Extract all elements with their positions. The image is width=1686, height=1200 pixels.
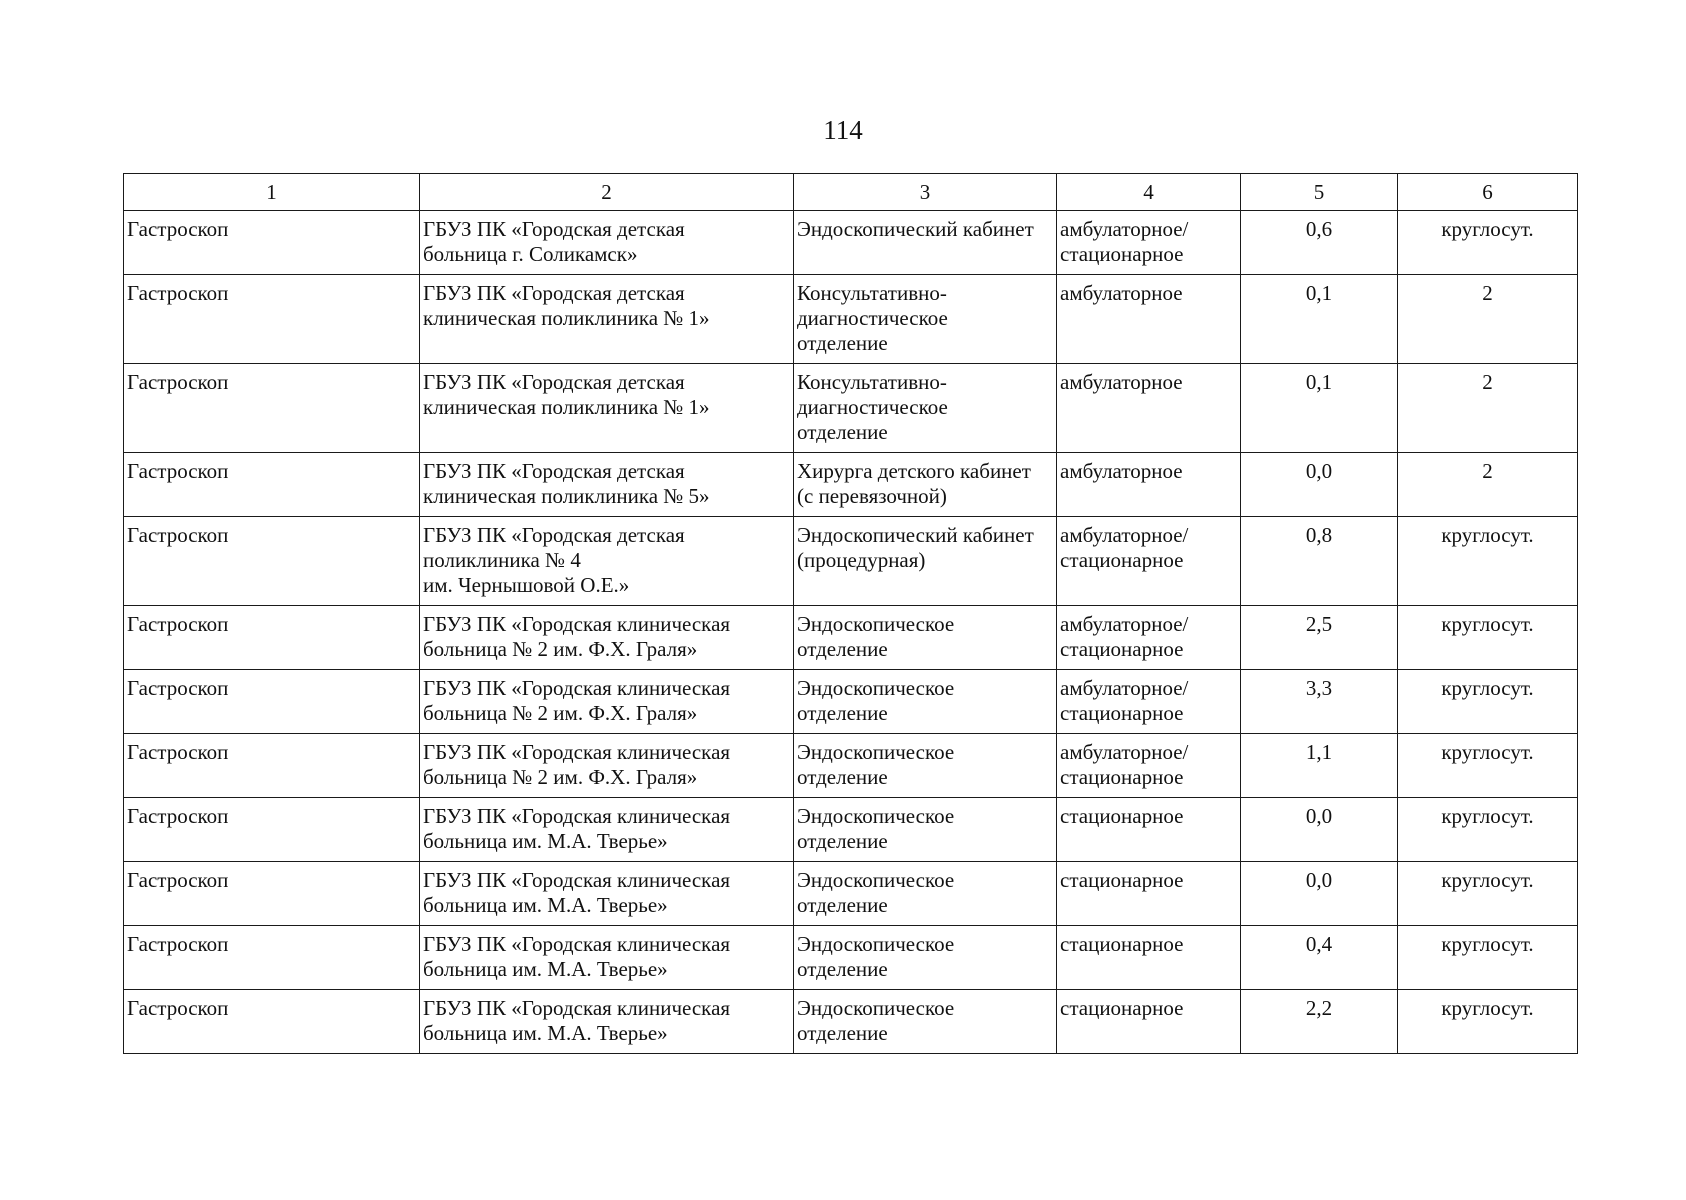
load-cell: 0,8 (1241, 517, 1398, 606)
equipment-cell: Гастроскоп (124, 606, 420, 670)
table-body (124, 211, 1578, 1054)
load-cell: 0,0 (1241, 798, 1398, 862)
schedule-cell: 2 (1398, 453, 1578, 517)
department-cell: Эндоскопическое отделение (794, 798, 1057, 862)
table-row (124, 990, 1578, 1054)
department-cell: Эндоскопическое отделение (794, 862, 1057, 926)
equipment-cell: Гастроскоп (124, 364, 420, 453)
organization-cell: ГБУЗ ПК «Городская клиническая больница им. М.А. Тверье» (420, 926, 794, 990)
equipment-table (123, 173, 1578, 1054)
mode-cell: стационарное (1057, 862, 1241, 926)
page-number: 114 (823, 115, 863, 145)
load-cell: 0,4 (1241, 926, 1398, 990)
department-cell: Хирурга детского кабинет (с перевязочной) (794, 453, 1057, 517)
table-row (124, 364, 1578, 453)
schedule-cell: круглосут. (1398, 670, 1578, 734)
table-row (124, 670, 1578, 734)
equipment-cell: Гастроскоп (124, 990, 420, 1054)
organization-cell: ГБУЗ ПК «Городская клиническая больница № 2 им. Ф.Х. Граля» (420, 734, 794, 798)
organization-cell: ГБУЗ ПК «Городская детская клиническая поликлиника № 5» (420, 453, 794, 517)
mode-cell: амбулаторное (1057, 364, 1241, 453)
department-cell: Эндоскопическое отделение (794, 670, 1057, 734)
schedule-cell: круглосут. (1398, 862, 1578, 926)
mode-cell: амбулаторное/ стационарное (1057, 517, 1241, 606)
equipment-cell: Гастроскоп (124, 798, 420, 862)
organization-cell: ГБУЗ ПК «Городская детская клиническая поликлиника № 1» (420, 275, 794, 364)
column-header-1: 1 (124, 174, 420, 211)
table-row (124, 275, 1578, 364)
equipment-cell: Гастроскоп (124, 453, 420, 517)
mode-cell: амбулаторное/ стационарное (1057, 606, 1241, 670)
organization-cell: ГБУЗ ПК «Городская клиническая больница № 2 им. Ф.Х. Граля» (420, 606, 794, 670)
load-cell: 0,0 (1241, 453, 1398, 517)
mode-cell: стационарное (1057, 990, 1241, 1054)
organization-cell: ГБУЗ ПК «Городская детская больница г. Соликамск» (420, 211, 794, 275)
department-cell: Консультативно- диагностическое отделение (794, 275, 1057, 364)
organization-cell: ГБУЗ ПК «Городская детская поликлиника № 4 им. Чернышовой О.Е.» (420, 517, 794, 606)
equipment-cell: Гастроскоп (124, 734, 420, 798)
table-row (124, 926, 1578, 990)
schedule-cell: круглосут. (1398, 734, 1578, 798)
load-cell: 3,3 (1241, 670, 1398, 734)
mode-cell: амбулаторное/ стационарное (1057, 670, 1241, 734)
department-cell: Эндоскопическое отделение (794, 990, 1057, 1054)
department-cell: Эндоскопическое отделение (794, 926, 1057, 990)
schedule-cell: круглосут. (1398, 990, 1578, 1054)
equipment-cell: Гастроскоп (124, 517, 420, 606)
department-cell: Эндоскопическое отделение (794, 606, 1057, 670)
table-row (124, 734, 1578, 798)
schedule-cell: круглосут. (1398, 517, 1578, 606)
mode-cell: амбулаторное (1057, 275, 1241, 364)
column-header-2: 2 (420, 174, 794, 211)
organization-cell: ГБУЗ ПК «Городская клиническая больница им. М.А. Тверье» (420, 990, 794, 1054)
schedule-cell: круглосут. (1398, 211, 1578, 275)
organization-cell: ГБУЗ ПК «Городская клиническая больница № 2 им. Ф.Х. Граля» (420, 670, 794, 734)
load-cell: 2,5 (1241, 606, 1398, 670)
mode-cell: амбулаторное/ стационарное (1057, 211, 1241, 275)
mode-cell: стационарное (1057, 798, 1241, 862)
table-row (124, 211, 1578, 275)
column-header-6: 6 (1398, 174, 1578, 211)
table-row (124, 453, 1578, 517)
organization-cell: ГБУЗ ПК «Городская детская клиническая поликлиника № 1» (420, 364, 794, 453)
load-cell: 1,1 (1241, 734, 1398, 798)
department-cell: Эндоскопический кабинет (794, 211, 1057, 275)
column-header-3: 3 (794, 174, 1057, 211)
equipment-cell: Гастроскоп (124, 275, 420, 364)
organization-cell: ГБУЗ ПК «Городская клиническая больница им. М.А. Тверье» (420, 862, 794, 926)
header-row (124, 174, 1578, 211)
load-cell: 0,0 (1241, 862, 1398, 926)
schedule-cell: 2 (1398, 275, 1578, 364)
mode-cell: стационарное (1057, 926, 1241, 990)
mode-cell: амбулаторное (1057, 453, 1241, 517)
equipment-cell: Гастроскоп (124, 211, 420, 275)
department-cell: Консультативно- диагностическое отделение (794, 364, 1057, 453)
department-cell: Эндоскопический кабинет (процедурная) (794, 517, 1057, 606)
table-row (124, 606, 1578, 670)
schedule-cell: круглосут. (1398, 606, 1578, 670)
equipment-cell: Гастроскоп (124, 862, 420, 926)
column-header-5: 5 (1241, 174, 1398, 211)
schedule-cell: 2 (1398, 364, 1578, 453)
table-header (124, 174, 1578, 211)
load-cell: 0,1 (1241, 364, 1398, 453)
equipment-cell: Гастроскоп (124, 926, 420, 990)
table-row (124, 798, 1578, 862)
table-row (124, 862, 1578, 926)
equipment-cell: Гастроскоп (124, 670, 420, 734)
mode-cell: амбулаторное/ стационарное (1057, 734, 1241, 798)
load-cell: 0,6 (1241, 211, 1398, 275)
schedule-cell: круглосут. (1398, 926, 1578, 990)
schedule-cell: круглосут. (1398, 798, 1578, 862)
department-cell: Эндоскопическое отделение (794, 734, 1057, 798)
column-header-4: 4 (1057, 174, 1241, 211)
load-cell: 2,2 (1241, 990, 1398, 1054)
table-row (124, 517, 1578, 606)
load-cell: 0,1 (1241, 275, 1398, 364)
organization-cell: ГБУЗ ПК «Городская клиническая больница им. М.А. Тверье» (420, 798, 794, 862)
